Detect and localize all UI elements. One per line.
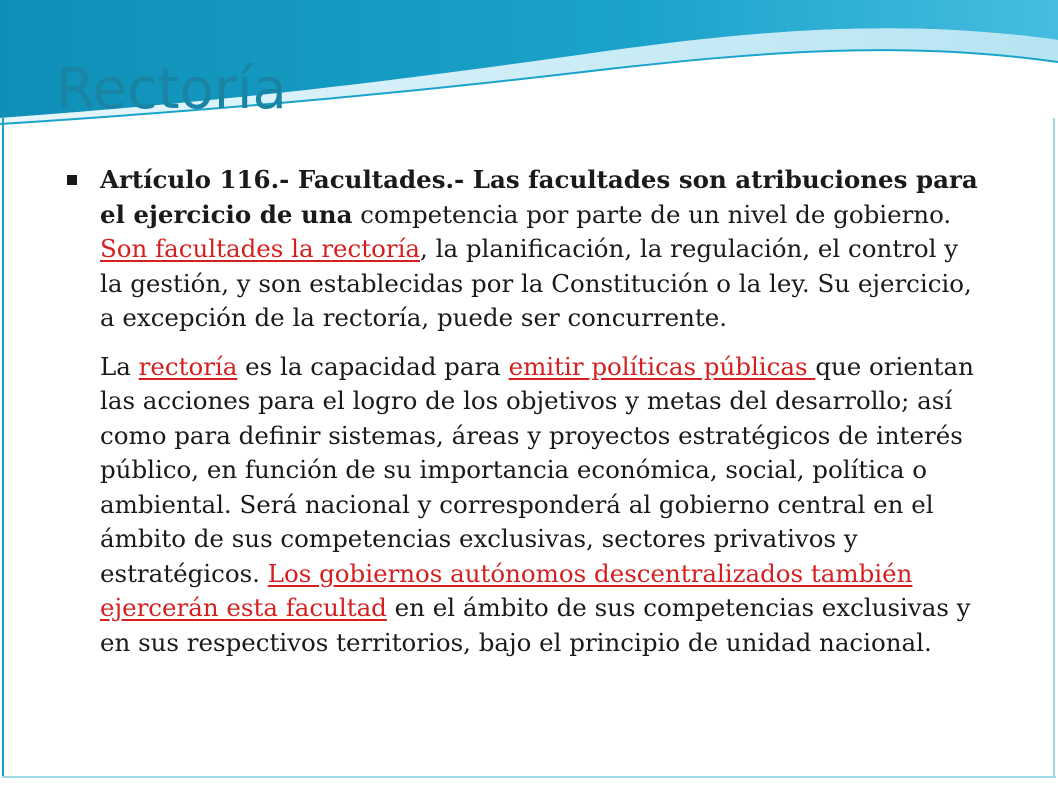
paragraph-rectoria-definition bbox=[100, 350, 980, 661]
square-bullet-icon bbox=[67, 175, 77, 185]
slide-body bbox=[100, 163, 980, 660]
paragraph2-text-a: La bbox=[100, 351, 139, 381]
link-gobiernos-autonomos[interactable]: Los gobiernos autónomos descentralizados también ejercerán esta facultad bbox=[100, 558, 913, 622]
paragraph-article-116 bbox=[100, 163, 980, 336]
slide-title: Rectoría bbox=[56, 57, 287, 122]
right-border-line bbox=[1053, 118, 1055, 778]
paragraph1-text-b: , la planificación, la regulación, el control y la gestión, y son establecidas por la Constitución o la ley. Su ejercicio, a excepción de la rectoría, puede ser concurrente. bbox=[100, 234, 972, 332]
link-son-facultades-la-rectoria[interactable]: Son facultades la rectoría bbox=[100, 234, 421, 263]
link-emitir-politicas-publicas[interactable]: emitir políticas públicas bbox=[508, 351, 816, 381]
bottom-border-line bbox=[2, 776, 1056, 778]
left-border-line bbox=[2, 118, 4, 778]
paragraph1-text-a: competencia por parte de un nivel de gobierno. bbox=[352, 199, 952, 229]
paragraph2-text-b: es la capacidad para bbox=[237, 351, 509, 381]
paragraph2-text-d: en el ámbito de sus competencias exclusivas y en sus respectivos territorios, bajo el principio de unidad nacional. bbox=[100, 593, 971, 657]
paragraph2-text-c: que orientan las acciones para el logro de los objetivos y metas del desarrollo; así como para definir sistemas, áreas y proyectos estratégicos de interés público, en función de su importancia económica, social, política o ambiental. Será nacional y corresponderá al gobierno central en el ámbito de sus competencias exclusivas, sectores privativos y estratégicos. bbox=[100, 351, 974, 588]
article-heading: Artículo 116.- Facultades.- Las facultades son atribuciones para el ejercicio de una bbox=[100, 165, 978, 229]
link-rectoria[interactable]: rectoría bbox=[138, 351, 238, 381]
